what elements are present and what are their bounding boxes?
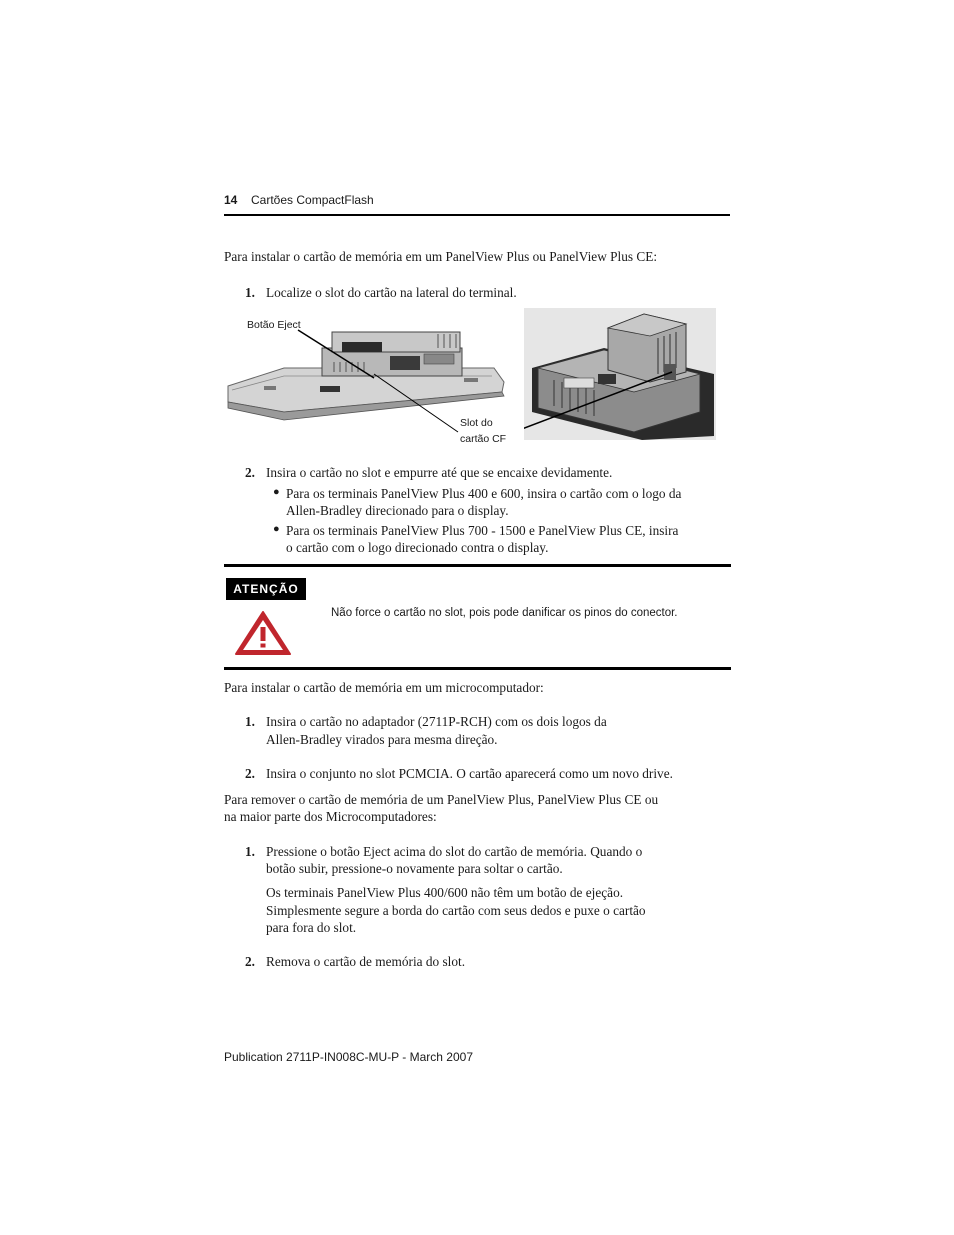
- step-text: Pressione o botão Eject acima do slot do cartão de memória. Quando o: [266, 844, 643, 859]
- section-title: Cartões CompactFlash: [251, 193, 374, 207]
- publication-footer: Publication 2711P-IN008C-MU-P - March 2007: [224, 1050, 474, 1064]
- step-text: Remova o cartão de memória do slot.: [266, 954, 466, 969]
- bullet-dot: ●: [273, 486, 280, 498]
- step-text: Allen-Bradley virados para mesma direção.: [266, 732, 498, 747]
- step-number: 2.: [245, 766, 255, 781]
- callout-eject-button: Botão Eject: [247, 319, 301, 331]
- step-number: 1.: [245, 714, 255, 729]
- step-text: Insira o conjunto no slot PCMCIA. O cartão aparecerá como um novo drive.: [266, 766, 673, 781]
- step-text: Localize o slot do cartão na lateral do terminal.: [266, 285, 517, 300]
- attention-top-rule: [224, 564, 731, 567]
- note-text: Simplesmente segure a borda do cartão com seus dedos e puxe o cartão: [266, 903, 646, 918]
- note-text: Os terminais PanelView Plus 400/600 não têm um botão de ejeção.: [266, 885, 624, 900]
- header-rule: [224, 214, 730, 216]
- step-number: 1.: [245, 844, 255, 859]
- attention-label: ATENÇÃO: [226, 578, 306, 600]
- attention-text: Não force o cartão no slot, pois pode danificar os pinos do conector.: [331, 607, 678, 619]
- callout-slot-line2: cartão CF: [460, 433, 507, 445]
- step-number: 2.: [245, 954, 255, 969]
- page-number: 14: [224, 193, 238, 207]
- step-text: botão subir, pressione-o novamente para soltar o cartão.: [266, 861, 563, 876]
- terminal-rear-view-image: [524, 308, 716, 440]
- callout-slot-line1: Slot do: [460, 417, 493, 429]
- step-number: 2.: [245, 465, 255, 480]
- bullet-line: o cartão com o logo direcionado contra o display.: [286, 540, 549, 555]
- section3-intro: Para remover o cartão de memória de um PanelView Plus, PanelView Plus CE ou: [224, 792, 659, 807]
- bullet-line: Para os terminais PanelView Plus 700 - 1500 e PanelView Plus CE, insira: [286, 523, 679, 538]
- step-text: Insira o cartão no adaptador (2711P-RCH) com os dois logos da: [266, 714, 607, 729]
- section3-intro: na maior parte dos Microcomputadores:: [224, 809, 437, 824]
- attention-bottom-rule: [224, 667, 731, 670]
- section2-intro: Para instalar o cartão de memória em um microcomputador:: [224, 680, 544, 695]
- bullet-dot: ●: [273, 523, 280, 535]
- step-text: Insira o cartão no slot e empurre até que se encaixe devidamente.: [266, 465, 613, 480]
- bullet-line: Allen-Bradley direcionado para o display.: [286, 503, 509, 518]
- bullet-line: Para os terminais PanelView Plus 400 e 600, insira o cartão com o logo da: [286, 486, 682, 501]
- note-text: para fora do slot.: [266, 920, 357, 935]
- warning-triangle-icon: [234, 610, 292, 656]
- step-number: 1.: [245, 285, 255, 300]
- section1-intro: Para instalar o cartão de memória em um PanelView Plus ou PanelView Plus CE:: [224, 249, 658, 264]
